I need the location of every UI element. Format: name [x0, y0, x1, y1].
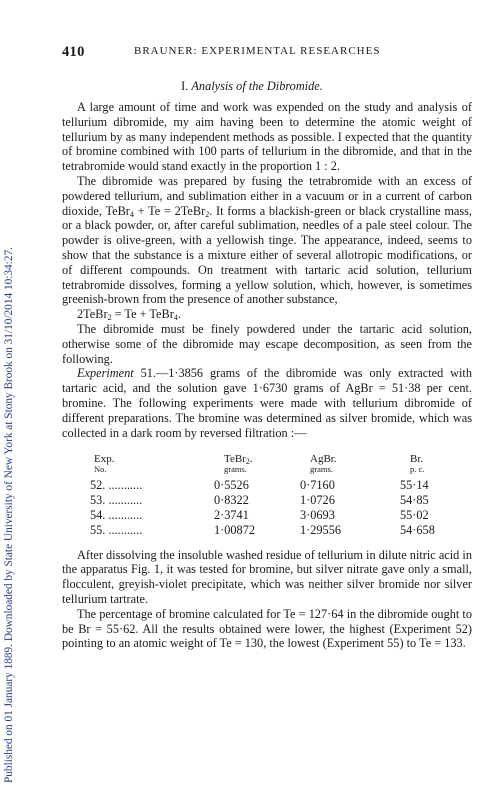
paragraph: After dissolving the insoluble washed residue of tellurium in dilute nitric acid in the apparatus Fig. 1, it was tested for bromine, but silver nitrate gave only a small, flocculent, greyish-violet precipitate, which was neither silver bromide nor silver tellurium tartrate.	[62, 547, 472, 606]
equation: 2TeBr$_2$ = Te + TeBr$_4$.	[77, 307, 181, 323]
table-row	[90, 508, 470, 523]
table-header-row	[90, 454, 470, 464]
article-body	[62, 95, 472, 651]
table-row	[90, 478, 470, 493]
table-cell: 54·658	[400, 522, 435, 537]
table-cell: 55·02	[400, 507, 429, 522]
table-cell: 54·85	[400, 493, 429, 508]
download-watermark	[3, 8, 17, 783]
table-subheader-row	[90, 464, 470, 478]
section-title	[0, 79, 504, 94]
column-header: Exp.	[94, 453, 115, 466]
column-header: Br.	[410, 453, 424, 466]
page-header	[62, 44, 472, 60]
table-row	[90, 523, 470, 538]
section-title-text: Analysis of the Dibromide.	[191, 79, 323, 93]
column-subheader: p. c.	[410, 464, 425, 475]
table-cell: 0·5526	[214, 478, 249, 493]
paragraph: The percentage of bromine calculated for Te = 127·64 in the dibromide ought to be Br = 55·62. All the results obtained were lower, the highest (Experiment 52) pointing to an atomic weight of Te = 130, the lowest (Experiment 55) to Te = 133.	[62, 606, 472, 651]
running-head: BRAUNER: EXPERIMENTAL RESEARCHES	[134, 45, 381, 57]
experiment-label: Experiment	[77, 366, 134, 381]
table-cell: 55·14	[400, 478, 429, 493]
paragraph: Experiment 51.—1·3856 grams of the dibromide was only extracted with tartaric acid, and the solution gave 1·6730 grams of AgBr = 51·38 per cent. bromine. The following experiments were made with tellurium dibromide of different preparations. The bromine was determined as silver bromide, which was collected in a dark room by reversed filtration :—	[62, 366, 472, 440]
paragraph: The dibromide was prepared by fusing the tetrabromide with an excess of powdered tellurium, and sublimation either in a vacuum or in a current of carbon dioxide, TeBr$_4$ + Te = 2TeBr$_2$. It forms a blackish-green or black crystalline mass, or a black powder, or, after careful sublimation, needles of a pale steel colour. The powder is olive-green, with a yellowish tinge. The appearance, indeed, seems to show that the substance is a mixture either of several allotropic modifications, or of different compounds. On treatment with tartaric acid solution, tellurium tetrabromide dissolves, forming a yellow solution, which, however, is sometimes greenish-brown from the presence of another substance,	[62, 173, 472, 307]
download-watermark-text: Published on 01 January 1889. Downloaded by State University of New York at Stony Brook on 31/10/2014 10:34:27.	[3, 247, 15, 783]
paragraph: The dibromide must be finely powdered under the tartaric acid solution, otherwise some of the dibromide may escape decomposition, as seen from the following.	[62, 321, 472, 366]
column-subheader: grams.	[224, 464, 247, 475]
page-number: 410	[62, 44, 85, 60]
table-cell: 3·0693	[300, 507, 335, 522]
column-header: TeBr$_2$.	[224, 453, 253, 467]
paragraph: A large amount of time and work was expended on the study and analysis of tellurium dibromide, my aim having been to determine the atomic weight of tellurium by as many independent methods as possible. I expected that the quantity of bromine combined with 100 parts of tellurium in the dibromide, and that in the tetrabromide would stand exactly in the proportion 1 : 2.	[62, 100, 472, 174]
table-cell: 0·7160	[300, 478, 335, 493]
table-cell: 0·8322	[214, 493, 249, 508]
table-cell: 53. ...........	[90, 493, 143, 508]
results-table	[90, 454, 470, 537]
section-number: I.	[181, 79, 189, 93]
column-subheader: grams.	[310, 464, 333, 475]
table-cell: 1·00872	[214, 522, 255, 537]
column-subheader: No.	[94, 464, 107, 475]
table-cell: 1·0726	[300, 493, 335, 508]
table-cell: 54. ...........	[90, 507, 143, 522]
column-header: AgBr.	[310, 453, 337, 466]
table-cell: 55. ...........	[90, 522, 143, 537]
table-cell: 1·29556	[300, 522, 341, 537]
table-cell: 52. ...........	[90, 478, 143, 493]
table-cell: 2·3741	[214, 507, 249, 522]
table-row	[90, 493, 470, 508]
